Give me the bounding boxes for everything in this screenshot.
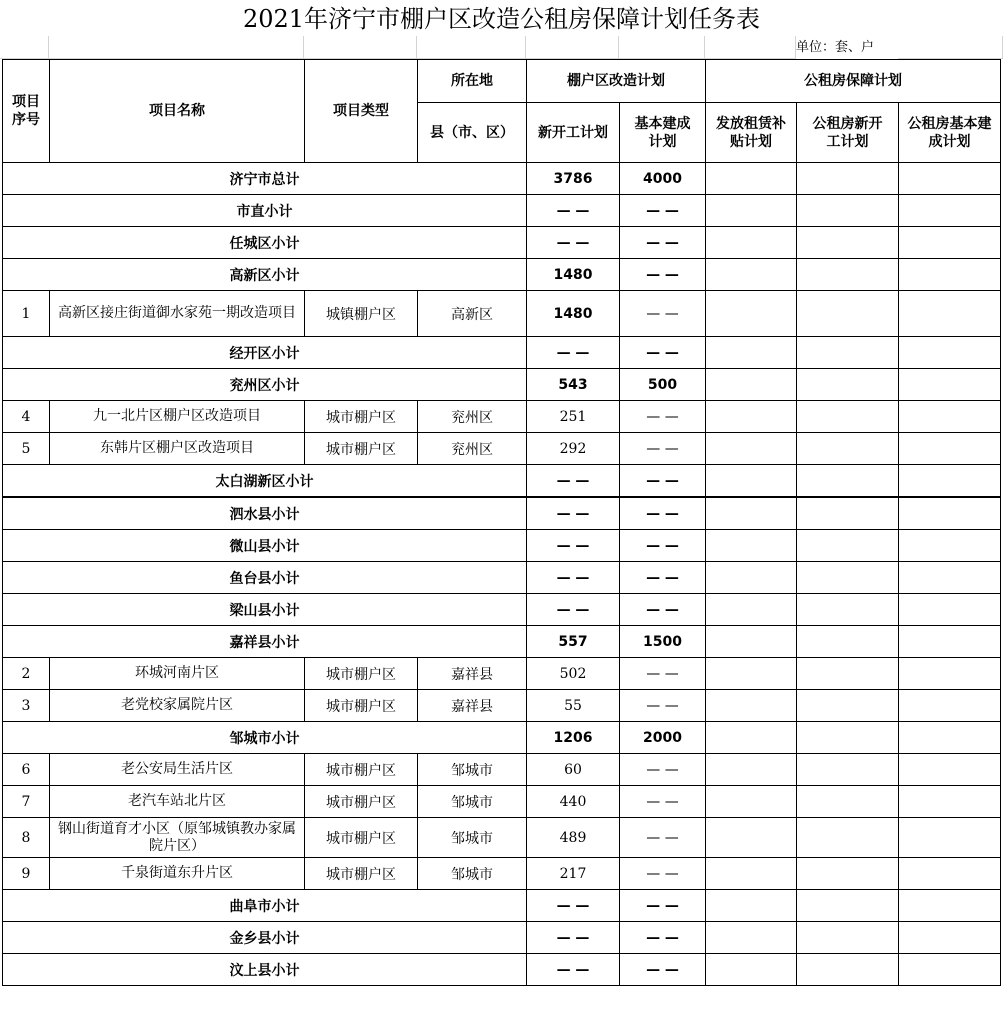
- rent-subsidy-cell: [706, 195, 797, 227]
- header-housing-new: 公租房新开工计划: [797, 103, 899, 163]
- housing-basic-cell: [899, 291, 1001, 337]
- seq-cell: 8: [3, 818, 50, 858]
- subtotal-label: 嘉祥县小计: [3, 626, 527, 658]
- basic-complete-value: — —: [620, 401, 706, 433]
- table-row: [3, 433, 1001, 465]
- housing-basic-cell: [899, 259, 1001, 291]
- rent-subsidy-cell: [706, 818, 797, 858]
- rent-subsidy-cell: [706, 369, 797, 401]
- subtotal-label: 邹城市小计: [3, 722, 527, 754]
- basic-complete-value: 2000: [620, 722, 706, 754]
- project-type: 城市棚户区: [305, 818, 418, 858]
- housing-basic-cell: [899, 890, 1001, 922]
- project-name: 东韩片区棚户区改造项目: [50, 433, 305, 465]
- county-cell: 兖州区: [418, 401, 527, 433]
- project-name: 千泉街道东升片区: [50, 858, 305, 890]
- table-row: [3, 291, 1001, 337]
- unit-label: 单位：套、户: [796, 40, 875, 55]
- grid-cell: [898, 36, 1003, 59]
- basic-complete-value: — —: [620, 530, 706, 562]
- housing-new-cell: [797, 858, 899, 890]
- project-name: 环城河南片区: [50, 658, 305, 690]
- header-shanty-plan: 棚户区改造计划: [527, 60, 706, 103]
- new-start-value: — —: [527, 890, 620, 922]
- housing-basic-cell: [899, 690, 1001, 722]
- housing-new-cell: [797, 922, 899, 954]
- rent-subsidy-cell: [706, 401, 797, 433]
- new-start-value: — —: [527, 562, 620, 594]
- basic-complete-value: — —: [620, 690, 706, 722]
- subtotal-label: 高新区小计: [3, 259, 527, 291]
- housing-basic-cell: [899, 227, 1001, 259]
- housing-new-cell: [797, 786, 899, 818]
- basic-complete-value: — —: [620, 433, 706, 465]
- new-start-value: 1480: [527, 291, 620, 337]
- county-cell: 邹城市: [418, 786, 527, 818]
- header-housing-basic: 公租房基本建成计划: [899, 103, 1001, 163]
- basic-complete-value: — —: [620, 465, 706, 498]
- rent-subsidy-cell: [706, 754, 797, 786]
- seq-cell: 5: [3, 433, 50, 465]
- subtotal-label: 兖州区小计: [3, 369, 527, 401]
- grid-cell: [49, 36, 304, 59]
- housing-new-cell: [797, 890, 899, 922]
- seq-cell: 7: [3, 786, 50, 818]
- subtotal-row: [3, 337, 1001, 369]
- project-name: 老党校家属院片区: [50, 690, 305, 722]
- table-row: [3, 786, 1001, 818]
- rent-subsidy-cell: [706, 337, 797, 369]
- subtotal-row: [3, 890, 1001, 922]
- rent-subsidy-cell: [706, 690, 797, 722]
- basic-complete-value: — —: [620, 259, 706, 291]
- housing-basic-cell: [899, 195, 1001, 227]
- subtotal-label: 曲阜市小计: [3, 890, 527, 922]
- project-name: 钢山街道育才小区（原邹城镇教办家属院片区）: [50, 818, 305, 858]
- basic-complete-value: — —: [620, 922, 706, 954]
- housing-basic-cell: [899, 401, 1001, 433]
- basic-complete-value: 1500: [620, 626, 706, 658]
- project-type: 城市棚户区: [305, 690, 418, 722]
- project-name: 老汽车站北片区: [50, 786, 305, 818]
- rent-subsidy-cell: [706, 594, 797, 626]
- basic-complete-value: — —: [620, 337, 706, 369]
- rent-subsidy-cell: [706, 722, 797, 754]
- subtotal-label: 任城区小计: [3, 227, 527, 259]
- housing-basic-cell: [899, 337, 1001, 369]
- new-start-value: — —: [527, 594, 620, 626]
- housing-new-cell: [797, 401, 899, 433]
- subtotal-row: [3, 922, 1001, 954]
- new-start-value: 543: [527, 369, 620, 401]
- new-start-value: — —: [527, 195, 620, 227]
- rent-subsidy-cell: [706, 163, 797, 195]
- subtotal-row: [3, 497, 1001, 530]
- subtotal-label: 市直小计: [3, 195, 527, 227]
- header-housing-plan: 公租房保障计划: [706, 60, 1001, 103]
- subtotal-row: [3, 954, 1001, 986]
- subtotal-row: [3, 722, 1001, 754]
- housing-basic-cell: [899, 163, 1001, 195]
- housing-basic-cell: [899, 722, 1001, 754]
- basic-complete-value: — —: [620, 227, 706, 259]
- subtotal-label: 泗水县小计: [3, 497, 527, 530]
- housing-basic-cell: [899, 786, 1001, 818]
- rent-subsidy-cell: [706, 786, 797, 818]
- basic-complete-value: 4000: [620, 163, 706, 195]
- basic-complete-value: — —: [620, 858, 706, 890]
- header-new-start: 新开工计划: [527, 103, 620, 163]
- new-start-value: 440: [527, 786, 620, 818]
- seq-cell: 1: [3, 291, 50, 337]
- project-type: 城市棚户区: [305, 433, 418, 465]
- basic-complete-value: — —: [620, 195, 706, 227]
- basic-complete-value: — —: [620, 890, 706, 922]
- housing-new-cell: [797, 259, 899, 291]
- housing-new-cell: [797, 369, 899, 401]
- new-start-value: 251: [527, 401, 620, 433]
- subtotal-label: 金乡县小计: [3, 922, 527, 954]
- basic-complete-value: 500: [620, 369, 706, 401]
- rent-subsidy-cell: [706, 858, 797, 890]
- table-row: [3, 690, 1001, 722]
- rent-subsidy-cell: [706, 626, 797, 658]
- subtotal-row: [3, 227, 1001, 259]
- basic-complete-value: — —: [620, 786, 706, 818]
- rent-subsidy-cell: [706, 433, 797, 465]
- subtotal-label: 微山县小计: [3, 530, 527, 562]
- grid-cell: [417, 36, 526, 59]
- county-cell: 嘉祥县: [418, 658, 527, 690]
- subtotal-row: [3, 259, 1001, 291]
- header-county: 县（市、区）: [418, 103, 527, 163]
- project-type: 城市棚户区: [305, 754, 418, 786]
- subtotal-label: 济宁市总计: [3, 163, 527, 195]
- project-type: 城市棚户区: [305, 658, 418, 690]
- county-cell: 邹城市: [418, 858, 527, 890]
- housing-new-cell: [797, 497, 899, 530]
- housing-new-cell: [797, 818, 899, 858]
- new-start-value: — —: [527, 530, 620, 562]
- housing-basic-cell: [899, 433, 1001, 465]
- rent-subsidy-cell: [706, 658, 797, 690]
- grid-cell: [619, 36, 705, 59]
- header-type: 项目类型: [305, 60, 418, 163]
- housing-new-cell: [797, 530, 899, 562]
- subtotal-row: [3, 562, 1001, 594]
- new-start-value: 55: [527, 690, 620, 722]
- project-name: 九一北片区棚户区改造项目: [50, 401, 305, 433]
- housing-new-cell: [797, 626, 899, 658]
- new-start-value: — —: [527, 465, 620, 498]
- project-type: 城市棚户区: [305, 401, 418, 433]
- new-start-value: 557: [527, 626, 620, 658]
- grid-cell: [705, 36, 796, 59]
- rent-subsidy-cell: [706, 227, 797, 259]
- basic-complete-value: — —: [620, 818, 706, 858]
- county-cell: 邹城市: [418, 818, 527, 858]
- header-basic-complete: 基本建成计划: [620, 103, 706, 163]
- subtotal-row: [3, 163, 1001, 195]
- housing-basic-cell: [899, 497, 1001, 530]
- housing-new-cell: [797, 954, 899, 986]
- new-start-value: 1206: [527, 722, 620, 754]
- rent-subsidy-cell: [706, 465, 797, 498]
- seq-cell: 6: [3, 754, 50, 786]
- housing-new-cell: [797, 722, 899, 754]
- basic-complete-value: — —: [620, 497, 706, 530]
- housing-basic-cell: [899, 858, 1001, 890]
- seq-cell: 9: [3, 858, 50, 890]
- table-row: [3, 658, 1001, 690]
- housing-basic-cell: [899, 818, 1001, 858]
- new-start-value: 1480: [527, 259, 620, 291]
- housing-new-cell: [797, 163, 899, 195]
- subtotal-row: [3, 626, 1001, 658]
- housing-basic-cell: [899, 369, 1001, 401]
- subtotal-row: [3, 594, 1001, 626]
- subtotal-label: 汶上县小计: [3, 954, 527, 986]
- housing-basic-cell: [899, 754, 1001, 786]
- rent-subsidy-cell: [706, 922, 797, 954]
- county-cell: 邹城市: [418, 754, 527, 786]
- rent-subsidy-cell: [706, 497, 797, 530]
- subtotal-label: 太白湖新区小计: [3, 465, 527, 498]
- rent-subsidy-cell: [706, 562, 797, 594]
- basic-complete-value: — —: [620, 594, 706, 626]
- grid-cell: [0, 36, 49, 59]
- rent-subsidy-cell: [706, 259, 797, 291]
- new-start-value: 217: [527, 858, 620, 890]
- housing-basic-cell: [899, 465, 1001, 498]
- subtotal-label: 鱼台县小计: [3, 562, 527, 594]
- housing-new-cell: [797, 465, 899, 498]
- project-name: 高新区接庄街道御水家苑一期改造项目: [50, 291, 305, 337]
- project-type: 城市棚户区: [305, 858, 418, 890]
- new-start-value: 502: [527, 658, 620, 690]
- header-row-1: [3, 60, 1001, 103]
- table-row: [3, 858, 1001, 890]
- county-cell: 兖州区: [418, 433, 527, 465]
- housing-new-cell: [797, 594, 899, 626]
- new-start-value: 489: [527, 818, 620, 858]
- housing-new-cell: [797, 754, 899, 786]
- new-start-value: — —: [527, 497, 620, 530]
- basic-complete-value: — —: [620, 291, 706, 337]
- housing-basic-cell: [899, 658, 1001, 690]
- subtotal-row: [3, 195, 1001, 227]
- seq-cell: 2: [3, 658, 50, 690]
- project-type: 城镇棚户区: [305, 291, 418, 337]
- table-row: [3, 401, 1001, 433]
- seq-cell: 3: [3, 690, 50, 722]
- housing-new-cell: [797, 195, 899, 227]
- new-start-value: 3786: [527, 163, 620, 195]
- table-row: [3, 754, 1001, 786]
- new-start-value: — —: [527, 922, 620, 954]
- rent-subsidy-cell: [706, 530, 797, 562]
- header-location: 所在地: [418, 60, 527, 103]
- housing-new-cell: [797, 658, 899, 690]
- project-type: 城市棚户区: [305, 786, 418, 818]
- housing-basic-cell: [899, 594, 1001, 626]
- new-start-value: — —: [527, 954, 620, 986]
- basic-complete-value: — —: [620, 658, 706, 690]
- housing-new-cell: [797, 562, 899, 594]
- subtotal-label: 梁山县小计: [3, 594, 527, 626]
- table-row: [3, 818, 1001, 858]
- seq-cell: 4: [3, 401, 50, 433]
- page-title: 2021年济宁市棚户区改造公租房保障计划任务表: [242, 5, 761, 33]
- county-cell: 嘉祥县: [418, 690, 527, 722]
- basic-complete-value: — —: [620, 562, 706, 594]
- header-name: 项目名称: [50, 60, 305, 163]
- new-start-value: 60: [527, 754, 620, 786]
- county-cell: 高新区: [418, 291, 527, 337]
- new-start-value: 292: [527, 433, 620, 465]
- subtotal-row: [3, 369, 1001, 401]
- basic-complete-value: — —: [620, 954, 706, 986]
- subtotal-label: 经开区小计: [3, 337, 527, 369]
- new-start-value: — —: [527, 337, 620, 369]
- subtotal-row: [3, 530, 1001, 562]
- housing-basic-cell: [899, 562, 1001, 594]
- housing-basic-cell: [899, 922, 1001, 954]
- grid-cell: [526, 36, 619, 59]
- project-name: 老公安局生活片区: [50, 754, 305, 786]
- rent-subsidy-cell: [706, 954, 797, 986]
- subtotal-row: [3, 465, 1001, 498]
- basic-complete-value: — —: [620, 754, 706, 786]
- housing-basic-cell: [899, 954, 1001, 986]
- rent-subsidy-cell: [706, 890, 797, 922]
- housing-basic-cell: [899, 626, 1001, 658]
- header-rent-subsidy: 发放租赁补贴计划: [706, 103, 797, 163]
- plan-table: [2, 59, 1001, 986]
- header-seq: 项目序号: [3, 60, 50, 163]
- housing-new-cell: [797, 291, 899, 337]
- new-start-value: — —: [527, 227, 620, 259]
- housing-basic-cell: [899, 530, 1001, 562]
- housing-new-cell: [797, 227, 899, 259]
- housing-new-cell: [797, 433, 899, 465]
- grid-cell: [304, 36, 417, 59]
- housing-new-cell: [797, 337, 899, 369]
- rent-subsidy-cell: [706, 291, 797, 337]
- housing-new-cell: [797, 690, 899, 722]
